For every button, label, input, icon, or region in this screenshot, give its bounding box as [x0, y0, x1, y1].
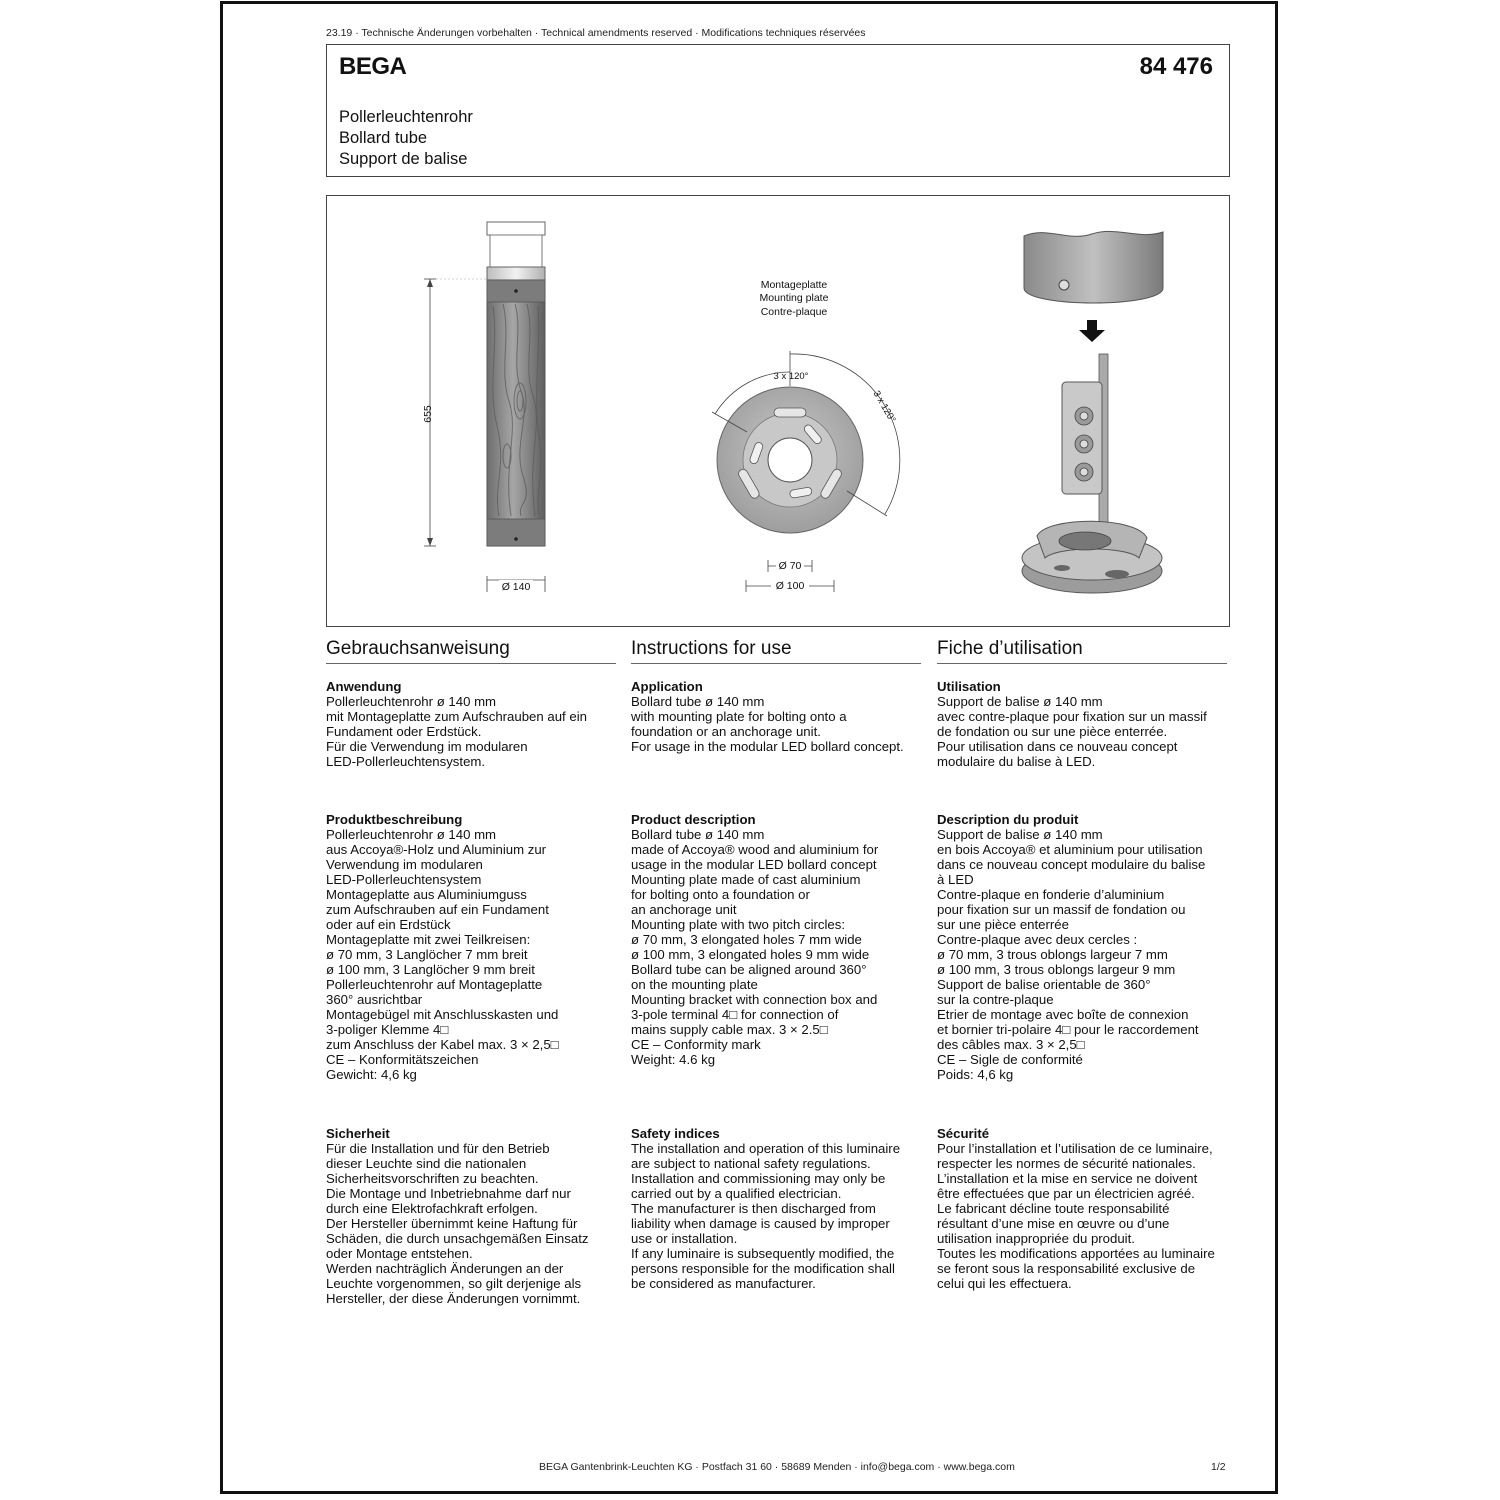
text-line: for bolting onto a foundation or [631, 887, 810, 902]
text-line: on the mounting plate [631, 977, 758, 992]
product-title [339, 107, 473, 170]
section-title: Application [631, 679, 703, 694]
text-line: Bollard tube ø 140 mm [631, 827, 765, 842]
text-line: en bois Accoya® et aluminium pour utilisation [937, 842, 1203, 857]
section-anwendung [326, 679, 626, 769]
text-line: Etrier de montage avec boîte de connexion [937, 1007, 1189, 1022]
section-title: Description du produit [937, 812, 1079, 827]
title-de: Pollerleuchtenrohr [339, 108, 473, 126]
text-line: des câbles max. 3 × 2,5□ [937, 1037, 1085, 1052]
text-line: Werden nachträglich Änderungen an der [326, 1261, 564, 1276]
text-line: Montageplatte aus Aluminiumguss [326, 887, 527, 902]
text-line: use or installation. [631, 1231, 738, 1246]
inner-diameter-label: Ø 70 [778, 560, 802, 572]
tube-section [1024, 231, 1163, 303]
text-line: Toutes les modifications apportées au luminaire [937, 1246, 1215, 1261]
column-heading-fr: Fiche d’utilisation [937, 637, 1227, 664]
text-line: Pollerleuchtenrohr ø 140 mm [326, 827, 497, 842]
mounting-plate-drawing [712, 351, 900, 592]
text-line: oder auf ein Erdstück [326, 917, 451, 932]
text-line: Contre-plaque en fonderie d’aluminium [937, 887, 1165, 902]
text-line: être effectuées que par un électricien agréé. [937, 1186, 1195, 1201]
text-line: Pollerleuchtenrohr auf Montageplatte [326, 977, 543, 992]
title-en: Bollard tube [339, 129, 428, 147]
section-sicherheit [326, 1126, 626, 1306]
text-line: Fundament oder Erdstück. [326, 724, 482, 739]
conformity-mark: CE – Sigle de conformité [937, 1052, 1083, 1067]
text-line: Mounting bracket with connection box and [631, 992, 878, 1007]
text-line: Support de balise ø 140 mm [937, 827, 1103, 842]
angle-outer-label: 3 x 120° [870, 388, 898, 425]
text-line: Für die Verwendung im modularen [326, 739, 528, 754]
text-line: ø 100 mm, 3 trous oblongs largeur 9 mm [937, 962, 1176, 977]
text-line: Pollerleuchtenrohr ø 140 mm [326, 694, 497, 709]
text-line: 3-pole terminal 4□ for connection of [631, 1007, 839, 1022]
text-line: 360° ausrichtbar [326, 992, 423, 1007]
section-application [631, 679, 931, 754]
text-line: Support de balise ø 140 mm [937, 694, 1103, 709]
section-title: Utilisation [937, 679, 1001, 694]
text-line: Bollard tube can be aligned around 360° [631, 962, 867, 977]
text-line: usage in the modular LED bollard concept [631, 857, 877, 872]
text-line: Pour utilisation dans ce nouveau concept [937, 739, 1178, 754]
text-line: Sicherheitsvorschriften zu beachten. [326, 1171, 539, 1186]
text-line: made of Accoya® wood and aluminium for [631, 842, 879, 857]
text-line: durch eine Elektrofachkraft erfolgen. [326, 1201, 538, 1216]
outer-diameter-label: Ø 100 [775, 580, 805, 592]
section-title: Product description [631, 812, 756, 827]
text-line: mit Montageplatte zum Aufschrauben auf ein [326, 709, 587, 724]
text-line: The installation and operation of this luminaire [631, 1141, 901, 1156]
text-line: ø 100 mm, 3 Langlöcher 9 mm breit [326, 962, 535, 977]
text-line: The manufacturer is then discharged from [631, 1201, 876, 1216]
text-line: ø 70 mm, 3 elongated holes 7 mm wide [631, 932, 862, 947]
text-line: LED-Pollerleuchtensystem. [326, 754, 486, 769]
section-safety-indices [631, 1126, 931, 1291]
text-line: de fondation ou sur une pièce enterrée. [937, 724, 1168, 739]
text-line: Verwendung im modularen [326, 857, 483, 872]
plate-label-fr: Contre-plaque [760, 306, 828, 318]
text-line: oder Montage entstehen. [326, 1246, 473, 1261]
text-line: Hersteller, der diese Änderungen vornimmt. [326, 1291, 581, 1306]
text-line: Die Montage und Inbetriebnahme darf nur [326, 1186, 571, 1201]
text-line: Bollard tube ø 140 mm [631, 694, 765, 709]
text-line: utilisation inappropriée du produit. [937, 1231, 1135, 1246]
text-line: If any luminaire is subsequently modified, the [631, 1246, 895, 1261]
text-line: carried out by a qualified electrician. [631, 1186, 842, 1201]
text-line: à LED [937, 872, 974, 887]
text-line: Le fabricant décline toute responsabilité [937, 1201, 1170, 1216]
section-produktbeschreibung [326, 812, 626, 1082]
text-line: Der Hersteller übernimmt keine Haftung für [326, 1216, 578, 1231]
header-box [326, 44, 1230, 177]
bollard-head-top [487, 222, 545, 235]
text-line: mains supply cable max. 3 × 2.5□ [631, 1022, 828, 1037]
text-line: Mounting plate with two pitch circles: [631, 917, 846, 932]
bollard-ring [487, 267, 545, 280]
text-line: Leuchte vorgenommen, so gilt derjenige als [326, 1276, 582, 1291]
section-securite [937, 1126, 1237, 1291]
tube-diameter-label: Ø 140 [501, 581, 531, 593]
section-title: Produktbeschreibung [326, 812, 463, 827]
text-line: 3-poliger Klemme 4□ [326, 1022, 449, 1037]
text-line: dans ce nouveau concept modulaire du balise [937, 857, 1206, 872]
bollard-head [490, 235, 542, 267]
text-line: résultant d’une mise en œuvre ou d’une [937, 1216, 1170, 1231]
text-line: Schäden, die durch unsachgemäßen Einsatz [326, 1231, 589, 1246]
text-line: Installation and commissioning may only be [631, 1171, 886, 1186]
section-title: Sicherheit [326, 1126, 390, 1141]
page-number: 1/2 [1211, 1461, 1226, 1473]
text-line: et bornier tri-polaire 4□ pour le raccordement [937, 1022, 1199, 1037]
text-line: be considered as manufacturer. [631, 1276, 816, 1291]
text-line: an anchorage unit [631, 902, 737, 917]
conformity-mark: CE – Konformitätszeichen [326, 1052, 479, 1067]
column-fr [937, 637, 1227, 1291]
text-line: sur une pièce enterrée [937, 917, 1069, 932]
section-product-description [631, 812, 931, 1067]
brand-logo: BEGA [339, 53, 407, 80]
text-line: persons responsible for the modification shall [631, 1261, 895, 1276]
text-line: L’installation et la mise en service ne doivent [937, 1171, 1198, 1186]
text-line: Weight: 4.6 kg [631, 1052, 716, 1067]
text-line: Support de balise orientable de 360° [937, 977, 1151, 992]
plate-label-de: Montageplatte [760, 279, 828, 291]
figure-box [326, 195, 1230, 627]
article-number: 84 476 [1139, 53, 1213, 80]
text-line: sur la contre-plaque [937, 992, 1054, 1007]
text-line: celui qui les effectuera. [937, 1276, 1072, 1291]
text-line: liability when damage is caused by improper [631, 1216, 890, 1231]
text-line: Poids: 4,6 kg [937, 1067, 1014, 1082]
section-title: Sécurité [937, 1126, 990, 1141]
text-line: zum Aufschrauben auf ein Fundament [326, 902, 549, 917]
conformity-mark: CE – Conformity mark [631, 1037, 761, 1052]
product-drawings [327, 196, 1231, 628]
column-heading-en: Instructions for use [631, 637, 921, 664]
text-line: zum Anschluss der Kabel max. 3 × 2,5□ [326, 1037, 559, 1052]
text-line: Contre-plaque avec deux cercles : [937, 932, 1138, 947]
plate-label-en: Mounting plate [759, 292, 829, 304]
column-heading-de: Gebrauchsanweisung [326, 637, 616, 664]
text-line: foundation or an anchorage unit. [631, 724, 821, 739]
section-utilisation [937, 679, 1237, 769]
text-line: are subject to national safety regulations. [631, 1156, 871, 1171]
column-de [326, 637, 616, 1306]
text-line: ø 100 mm, 3 elongated holes 9 mm wide [631, 947, 870, 962]
text-line: se feront sous la responsabilité exclusive de [937, 1261, 1196, 1276]
text-line: LED-Pollerleuchtensystem [326, 872, 482, 887]
column-en [631, 637, 921, 1291]
text-line: avec contre-plaque pour fixation sur un massif [937, 709, 1207, 724]
text-line: Mounting plate made of cast aluminium [631, 872, 861, 887]
title-fr: Support de balise [339, 150, 468, 168]
text-line: Pour l’installation et l’utilisation de ce luminaire, [937, 1141, 1213, 1156]
amendment-notice: 23.19 · Technische Änderungen vorbehalten · Technical amendments reserved · Modifications techniques réservées [326, 27, 866, 39]
text-line: Montageplatte mit zwei Teilkreisen: [326, 932, 531, 947]
text-line: pour fixation sur un massif de fondation ou [937, 902, 1186, 917]
text-line: aus Accoya®-Holz und Aluminium zur [326, 842, 547, 857]
text-line: modulaire du balise à LED. [937, 754, 1096, 769]
section-title: Safety indices [631, 1126, 720, 1141]
text-line: Gewicht: 4,6 kg [326, 1067, 417, 1082]
text-line: with mounting plate for bolting onto a [631, 709, 847, 724]
section-title: Anwendung [326, 679, 402, 694]
text-line: Montagebügel mit Anschlusskasten und [326, 1007, 559, 1022]
height-dimension: 655 [422, 405, 434, 423]
text-line: ø 70 mm, 3 trous oblongs largeur 7 mm [937, 947, 1168, 962]
text-line: ø 70 mm, 3 Langlöcher 7 mm breit [326, 947, 528, 962]
plate-centre-hole [768, 438, 812, 482]
text-line: respecter les normes de sécurité nationales. [937, 1156, 1196, 1171]
assembly-drawing [1022, 231, 1163, 593]
text-line: Für die Installation und für den Betrieb [326, 1141, 550, 1156]
text-line: For usage in the modular LED bollard concept. [631, 739, 904, 754]
arrow-down-icon [1079, 320, 1105, 342]
footer-address: BEGA Gantenbrink-Leuchten KG · Postfach 31 60 · 58689 Menden · info@bega.com · www.bega.com [539, 1461, 1015, 1473]
text-line: dieser Leuchte sind die nationalen [326, 1156, 527, 1171]
section-description-produit [937, 812, 1237, 1082]
bollard-drawing [424, 222, 545, 592]
angle-inner-label: 3 x 120° [773, 371, 809, 382]
